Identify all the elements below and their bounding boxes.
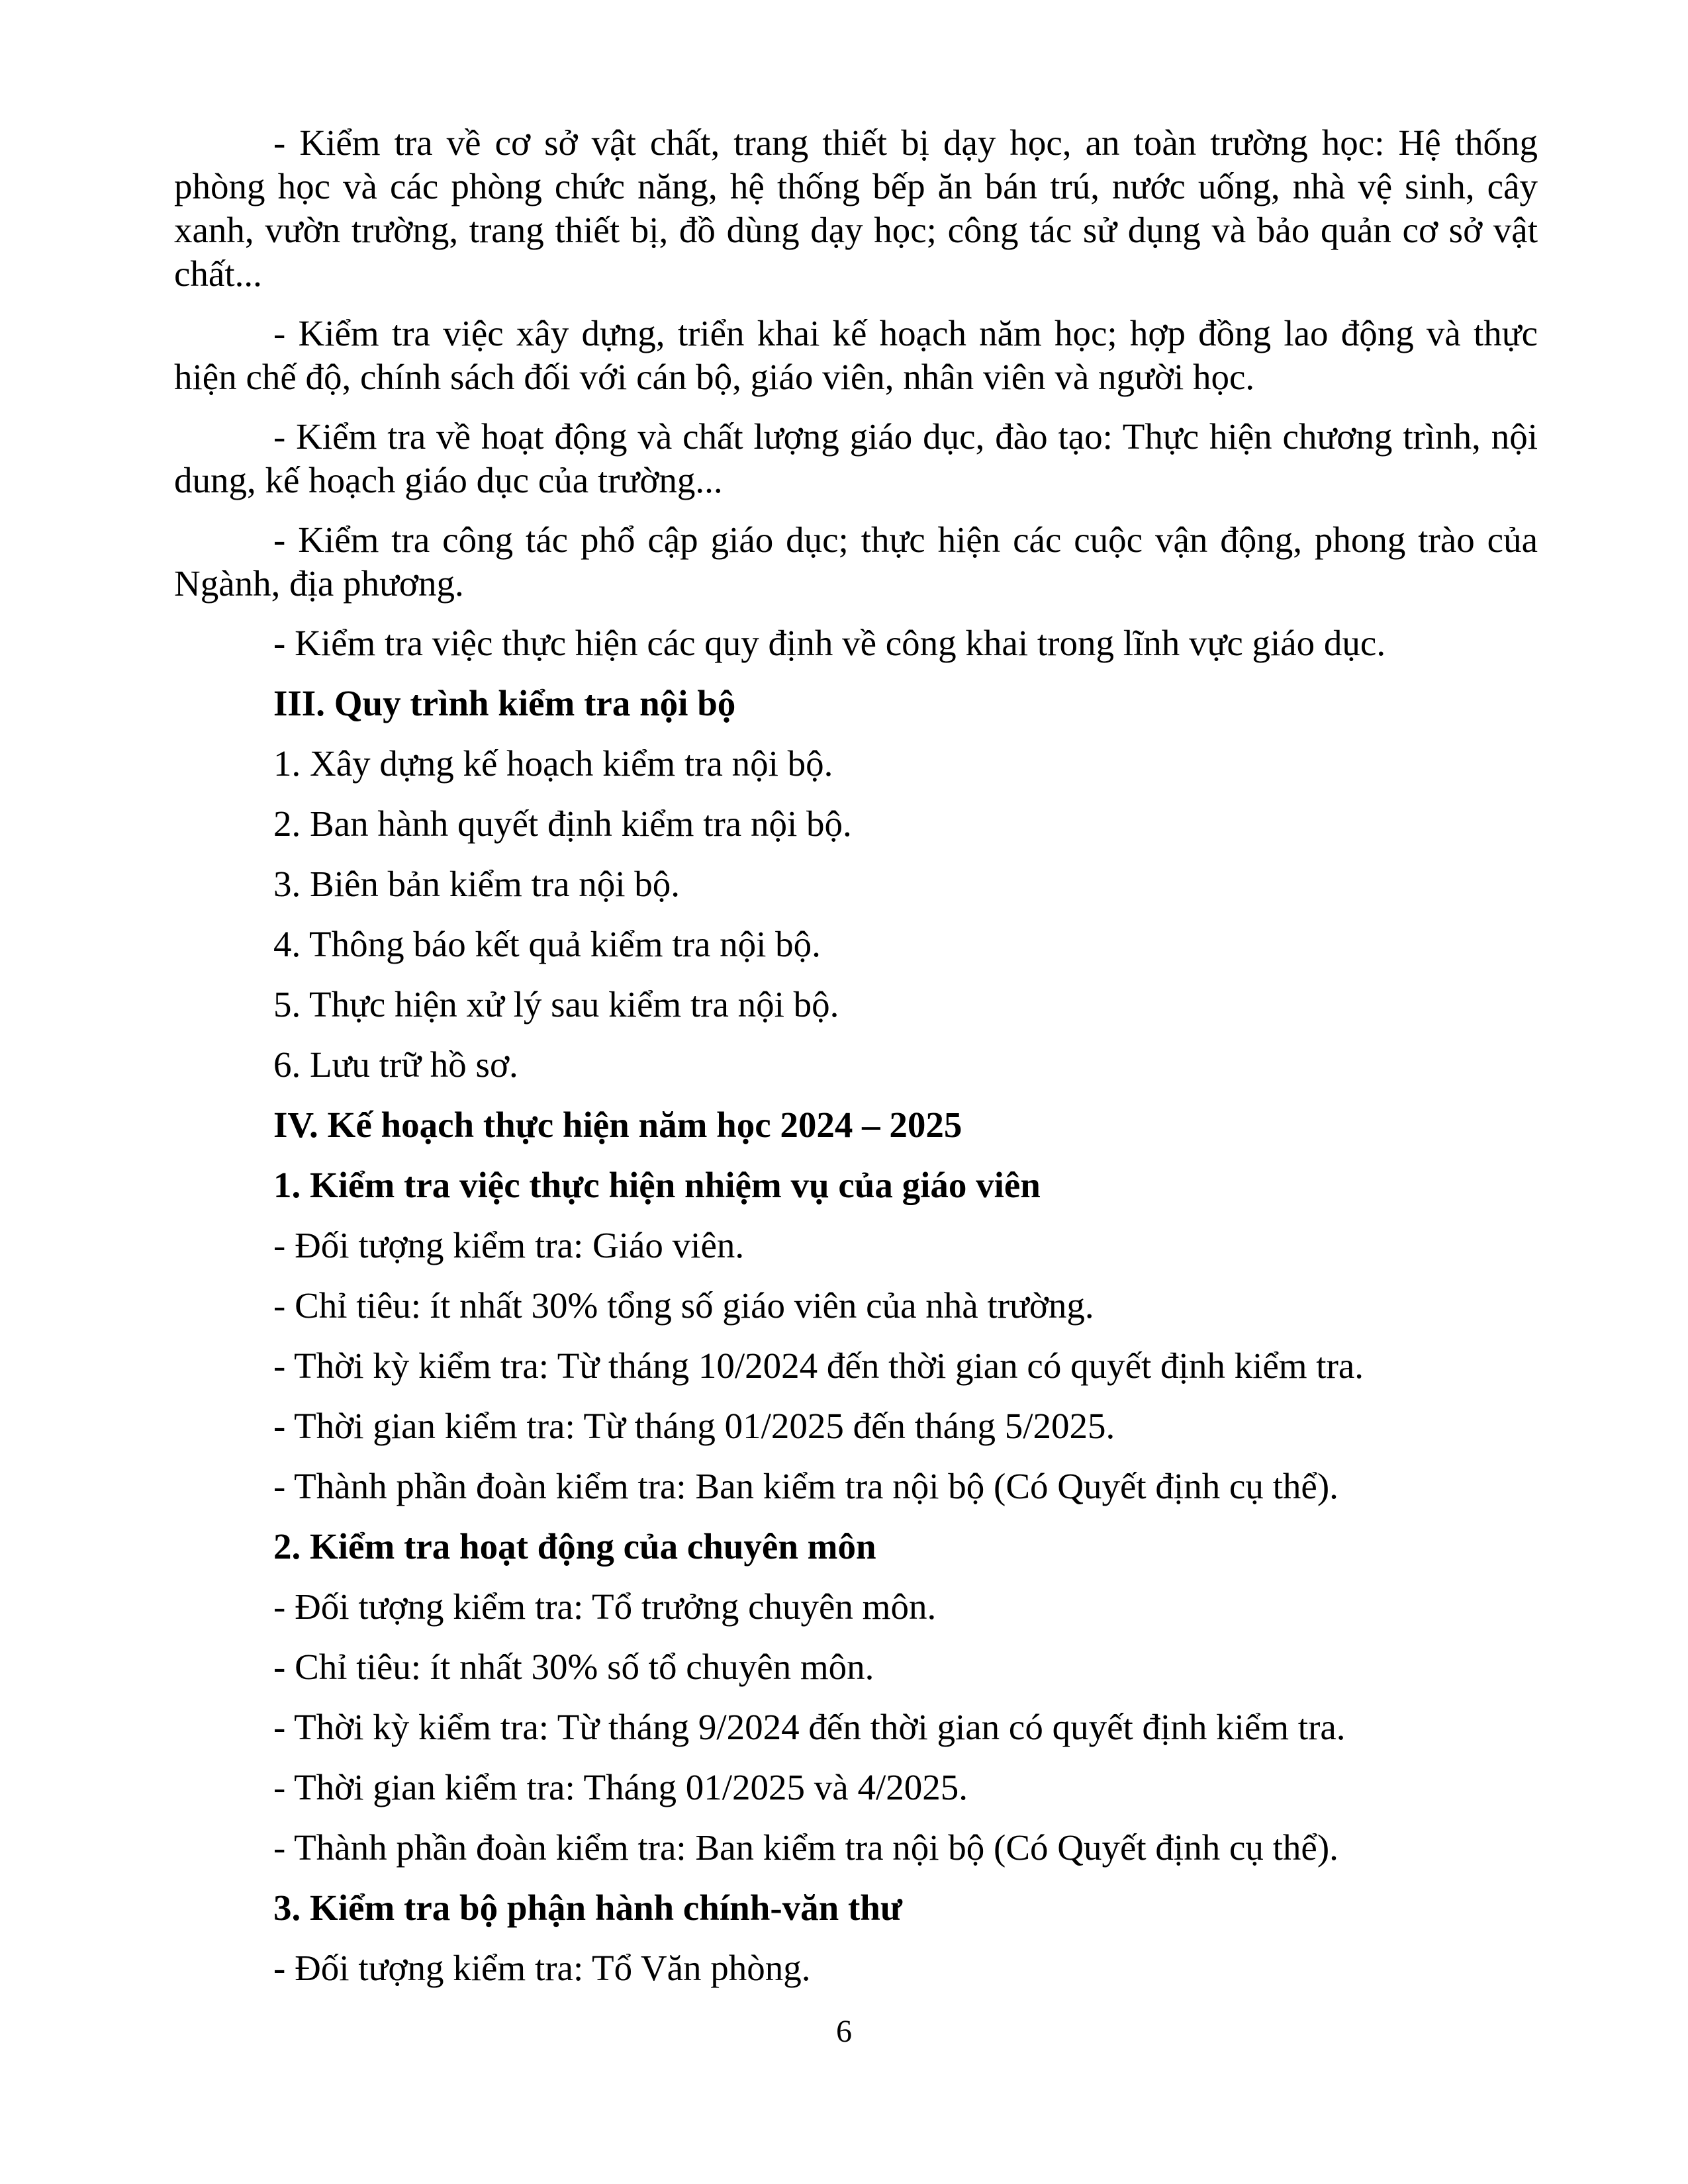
list-item: - Đối tượng kiểm tra: Giáo viên. — [273, 1225, 745, 1265]
page-number: 6 — [836, 2014, 852, 2049]
paragraph-universalization: - Kiểm tra công tác phổ cập giáo dục; thực hiện các cuộc vận động, phong trào của Ngành, địa phương. — [174, 520, 1538, 604]
procedure-step: 5. Thực hiện xử lý sau kiểm tra nội bộ. — [273, 984, 839, 1024]
subsection-heading-teachers: 1. Kiểm tra việc thực hiện nhiệm vụ của giáo viên — [273, 1165, 1041, 1205]
paragraph-school-plan: - Kiểm tra việc xây dựng, triển khai kế hoạch năm học; hợp đồng lao động và thực hiện chế độ, chính sách đối với cán bộ, giáo viên, nhân viên và người học. — [174, 313, 1538, 397]
list-item: - Thành phần đoàn kiểm tra: Ban kiểm tra nội bộ (Có Quyết định cụ thể). — [273, 1466, 1338, 1506]
list-item: - Đối tượng kiểm tra: Tổ Văn phòng. — [273, 1948, 811, 1988]
line-public-disclosure: - Kiểm tra việc thực hiện các quy định về công khai trong lĩnh vực giáo dục. — [273, 623, 1386, 663]
subsection-heading-professional: 2. Kiểm tra hoạt động của chuyên môn — [273, 1526, 876, 1567]
procedure-step: 6. Lưu trữ hồ sơ. — [273, 1044, 518, 1085]
page-content — [174, 121, 1538, 2007]
procedure-step: 2. Ban hành quyết định kiểm tra nội bộ. — [273, 803, 852, 844]
section-heading-procedure: III. Quy trình kiểm tra nội bộ — [273, 683, 736, 723]
section-heading-plan: IV. Kế hoạch thực hiện năm học 2024 – 2025 — [273, 1105, 962, 1145]
procedure-step: 4. Thông báo kết quả kiểm tra nội bộ. — [273, 924, 821, 964]
procedure-step: 3. Biên bản kiểm tra nội bộ. — [273, 864, 680, 904]
list-item: - Thời gian kiểm tra: Từ tháng 01/2025 đến tháng 5/2025. — [273, 1406, 1115, 1446]
list-item: - Chỉ tiêu: ít nhất 30% tổng số giáo viên của nhà trường. — [273, 1285, 1094, 1326]
paragraph-facilities: - Kiểm tra về cơ sở vật chất, trang thiết bị dạy học, an toàn trường học: Hệ thống phòng học và các phòng chức năng, hệ thống bếp ăn bán trú, nước uống, nhà vệ sinh, cây xanh, vườn trường, trang thiết bị, đồ dùng dạy học; công tác sử dụng và bảo quản cơ sở vật chất... — [174, 122, 1538, 294]
list-item: - Thời kỳ kiểm tra: Từ tháng 9/2024 đến thời gian có quyết định kiểm tra. — [273, 1707, 1346, 1747]
subsection-heading-administration: 3. Kiểm tra bộ phận hành chính-văn thư — [273, 1888, 902, 1928]
list-item: - Đối tượng kiểm tra: Tổ trưởng chuyên môn. — [273, 1586, 937, 1627]
list-item: - Chỉ tiêu: ít nhất 30% số tổ chuyên môn. — [273, 1647, 874, 1687]
paragraph-education-quality: - Kiểm tra về hoạt động và chất lượng giáo dục, đào tạo: Thực hiện chương trình, nội dung, kế hoạch giáo dục của trường... — [174, 416, 1538, 500]
list-item: - Thời kỳ kiểm tra: Từ tháng 10/2024 đến thời gian có quyết định kiểm tra. — [273, 1345, 1364, 1386]
procedure-step: 1. Xây dựng kế hoạch kiểm tra nội bộ. — [273, 743, 833, 784]
list-item: - Thời gian kiểm tra: Tháng 01/2025 và 4/2025. — [273, 1767, 968, 1807]
list-item: - Thành phần đoàn kiểm tra: Ban kiểm tra nội bộ (Có Quyết định cụ thể). — [273, 1827, 1338, 1868]
